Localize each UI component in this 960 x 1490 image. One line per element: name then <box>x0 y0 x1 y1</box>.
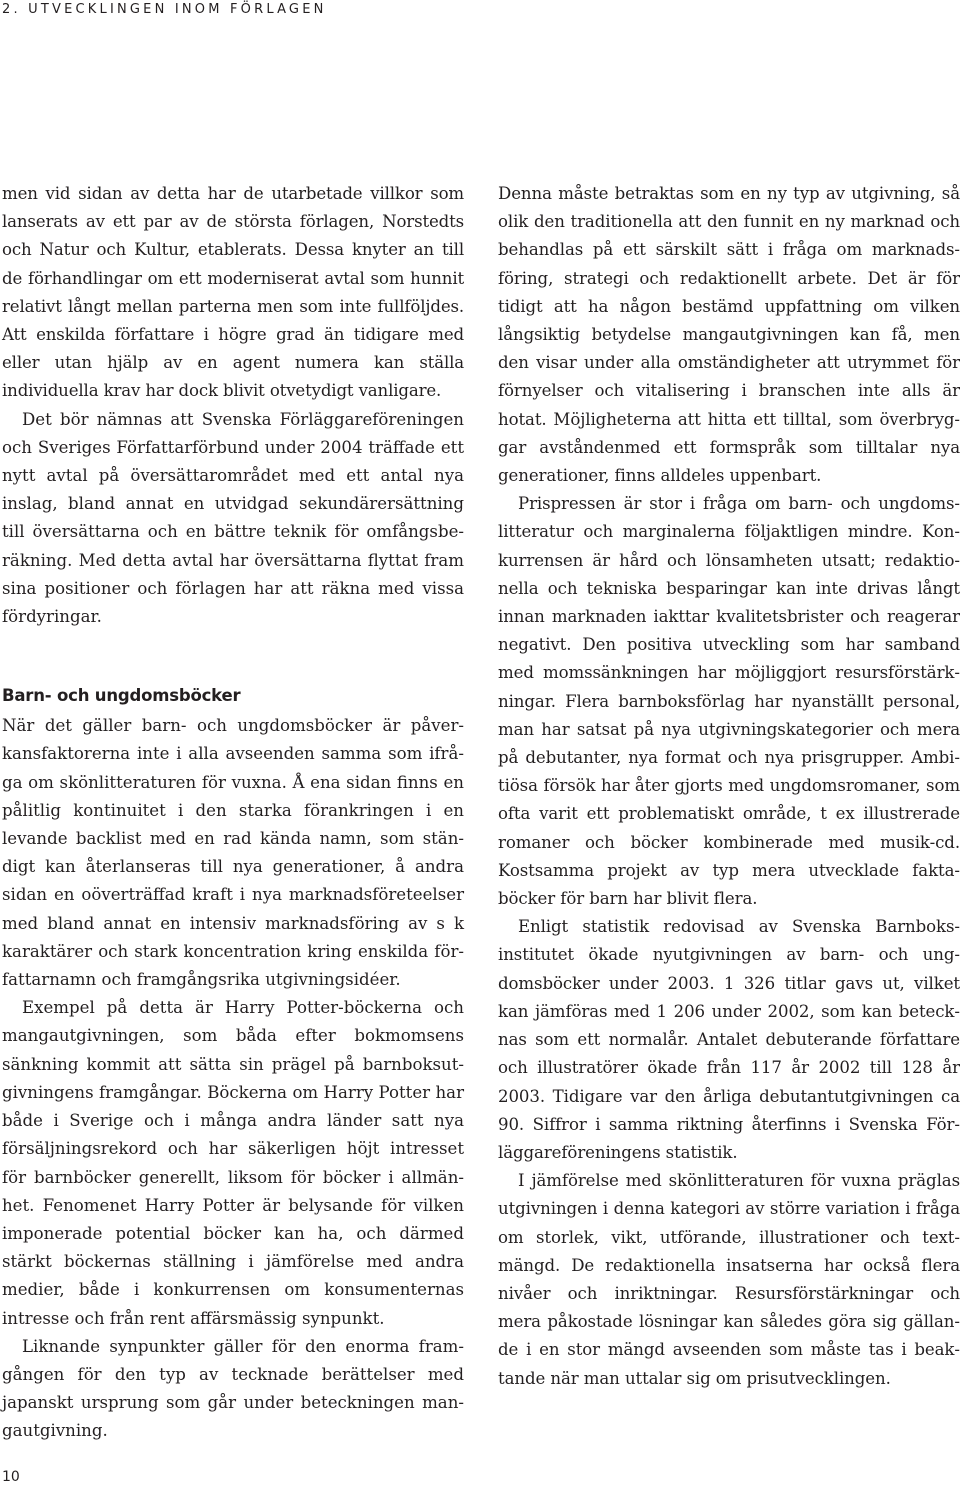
left-paragraph-2: Det bör nämnas att Svenska Förläggareföreningen och Sveriges Författarförbund under 2004 träffade ett nytt avtal på översättarområdet med ett antal nya inslag, bland annat en utvidgad sekundärersättning till översättarna och en bättre teknik för omfångsberäkning. Med detta avtal har översättarna flyttat fram sina positioner och förlagen har att räkna med vissa fördyringar. <box>2 409 464 627</box>
right-paragraph-3: Enligt statistik redovisad av Svenska Barnboksinstitutet ökade nyutgivningen av barn- och ungdomsböcker under 2003. 1 326 titlar gavs ut, vilket kan jämföras med 1 206 under 2002, som kan betecknas som ett normalår. Antalet debuterande författare och illustratörer ökade från 117 år 2002 till 128 år 2003. Tidigare var den årliga debutantutgivningen ca 90. Siffror i samma riktning återfinns i Svenska Förläggareföreningens statistik. <box>498 917 960 1162</box>
left-column <box>2 180 464 1446</box>
page-number: 10 <box>2 1469 20 1485</box>
left-paragraph-5: Liknande synpunkter gäller för den enorma framgången för den typ av tecknade berättelser med japanskt ursprung som går under beteckningen mangautgivning. <box>2 1336 464 1441</box>
right-paragraph-2: Prispressen är stor i fråga om barn- och ungdomslitteratur och marginalerna följaktligen mindre. Konkurrensen är hård och lönsamheten utsatt; redaktionella och tekniska besparingar kan inte drivas långt innan marknaden iakttar kvalitetsbrister och reagerar negativt. Den positiva utveckling som har samband med momssänkningen har möjliggjort resursförstärkningar. Flera barnboksförlag har nyanställt personal, man har satsat på nya utgivningskategorier och mera på debutanter, nya format och nya prisgrupper. Ambitiösa försök har åter gjorts med ungdomsromaner, som ofta varit ett problematiskt område, t ex illustrerade romaner och böcker kombinerade med musik-cd. Kostsamma projekt av typ mera utvecklade faktaböcker för barn har blivit flera. <box>498 494 960 909</box>
right-paragraph-1: Denna måste betraktas som en ny typ av utgivning, så olik den traditionella att den funnit en ny marknad och behandlas på ett särskilt sätt i fråga om marknadsföring, strategi och redaktionellt arbete. Det är för tidigt att ha någon bestämd uppfattning om vilken långsiktig betydelse mangautgivningen kan få, men den visar under alla omständigheter att utrymmet för förnyelser och vitalisering i branschen inte alls är hotat. Möjligheterna att hitta ett tilltal, som överbryggar avståndenmed ett formspråk som tilltalar nya generationer, finns alldeles uppenbart. <box>498 184 960 486</box>
running-head: 2. UTVECKLINGEN INOM FÖRLAGEN <box>2 2 327 17</box>
left-paragraph-4: Exempel på detta är Harry Potter-böckerna och mangautgivningen, som båda efter bokmomsens sänkning kommit att sätta sin prägel på barnboksutgivningens framgångar. Böckerna om Harry Potter har både i Sverige och i många andra länder satt nya försäljningsrekord och har säkerligen höjt intresset för barnböcker generellt, liksom för böcker i allmänhet. Fenomenet Harry Potter är belysande för vilken imponerade potential böcker kan ha, och därmed stärkt böckernas ställning i jämförelse med andra medier, både i konkurrensen om konsumenternas intresse och från rent affärsmässig synpunkt. <box>2 998 464 1328</box>
left-paragraph-3: När det gäller barn- och ungdomsböcker är påverkansfaktorerna inte i alla avseenden samma som ifråga om skönlitteraturen för vuxna. Å ena sidan finns en pålitlig kontinuitet i den starka förankringen i en levande backlist med en rad kända namn, som ständigt kan återlanseras till nya generationer, å andra sidan en oöverträffad kraft i nya marknadsföreteelser med bland annat en intensiv marknadsföring av s k karaktärer och stark koncentration kring enskilda författarnamn och framgångsrika utgivningsidéer. <box>2 716 464 990</box>
section-heading: Barn- och ungdomsböcker <box>2 686 241 706</box>
right-paragraph-4: I jämförelse med skönlitteraturen för vuxna präglas utgivningen i denna kategori av större variation i fråga om storlek, vikt, utförande, illustrationer och textmängd. De redaktionella insatserna har också flera nivåer och inriktningar. Resursförstärkningar och mera påkostade lösningar kan således göra sig gällande i en stor mängd avseenden som måste tas i beaktande när man uttalar sig om prisutvecklingen. <box>498 1171 960 1388</box>
left-paragraph-1: men vid sidan av detta har de utarbetade villkor som lanserats av ett par av de största förlagen, Norstedts och Natur och Kultur, etablerats. Dessa knyter an till de förhandlingar om ett moderniserat avtal som hunnit relativt långt mellan parterna men som inte fullföljdes. Att enskilda författare i högre grad än tidigare med eller utan hjälp av en agent numera kan ställa individuella krav har dock blivit otvetydigt vanligare. <box>2 184 464 401</box>
right-column <box>498 180 960 1393</box>
